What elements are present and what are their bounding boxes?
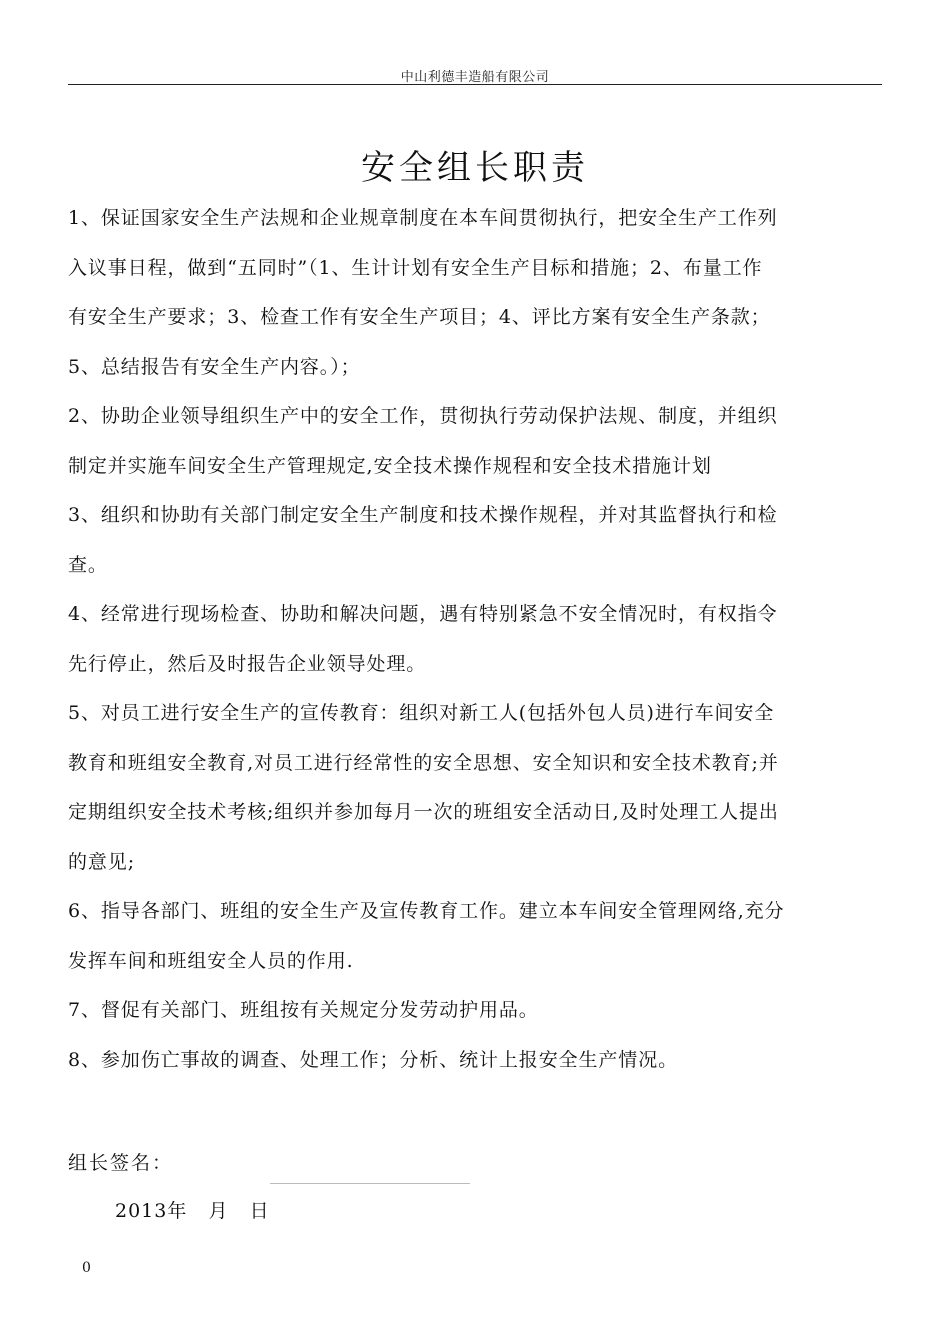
body-line: 6、指导各部门、班组的安全生产及宣传教育工作。建立本车间安全管理网络,充分	[68, 900, 785, 922]
body-line: 的意见;	[68, 850, 136, 873]
body-line: 1、保证国家安全生产法规和企业规章制度在本车间贯彻执行，把安全生产工作列	[68, 207, 778, 229]
body-line: 4、经常进行现场检查、协助和解决问题，遇有特别紧急不安全情况时，有权指令	[68, 603, 778, 625]
body-line: 5、总结报告有安全生产内容。）；	[68, 355, 361, 378]
body-line: 入议事日程，做到“五同时”（1、生计计划有安全生产目标和措施；2、布量工作	[68, 256, 763, 279]
header-divider	[68, 84, 882, 85]
signature-label: 组长签名：	[68, 1152, 174, 1174]
body-line: 5、对员工进行安全生产的宣传教育：组织对新工人(包括外包人员)进行车间安全	[68, 702, 775, 724]
body-line: 定期组织安全技术考核;组织并参加每月一次的班组安全活动日,及时处理工人提出	[68, 801, 779, 823]
body-text	[68, 194, 882, 1085]
body-line: 有安全生产要求；3、检查工作有安全生产项目；4、评比方案有安全生产条款；	[68, 306, 771, 328]
header-company: 中山利德丰造船有限公司	[400, 70, 550, 85]
page-number: 0	[82, 1260, 91, 1276]
signature-line	[270, 1183, 470, 1184]
body-line: 查。	[68, 553, 108, 576]
body-line: 2、协助企业领导组织生产中的安全工作，贯彻执行劳动保护法规、制度，并组织	[68, 405, 778, 427]
body-line: 8、参加伤亡事故的调查、处理工作；分析、统计上报安全生产情况。	[68, 1048, 678, 1071]
body-line: 发挥车间和班组安全人员的作用.	[68, 949, 354, 972]
body-line: 制定并实施车间安全生产管理规定,安全技术操作规程和安全技术措施计划	[68, 454, 712, 477]
body-line: 教育和班组安全教育,对员工进行经常性的安全思想、安全知识和安全技术教育;并	[68, 751, 779, 774]
body-line: 7、督促有关部门、班组按有关规定分发劳动护用品。	[68, 999, 539, 1021]
signature-date: 2013年 月 日	[115, 1200, 270, 1222]
document-title: 安全组长职责	[361, 148, 589, 188]
body-line: 先行停止，然后及时报告企业领导处理。	[68, 652, 427, 675]
body-line: 3、组织和协助有关部门制定安全生产制度和技术操作规程，并对其监督执行和检	[68, 504, 778, 526]
